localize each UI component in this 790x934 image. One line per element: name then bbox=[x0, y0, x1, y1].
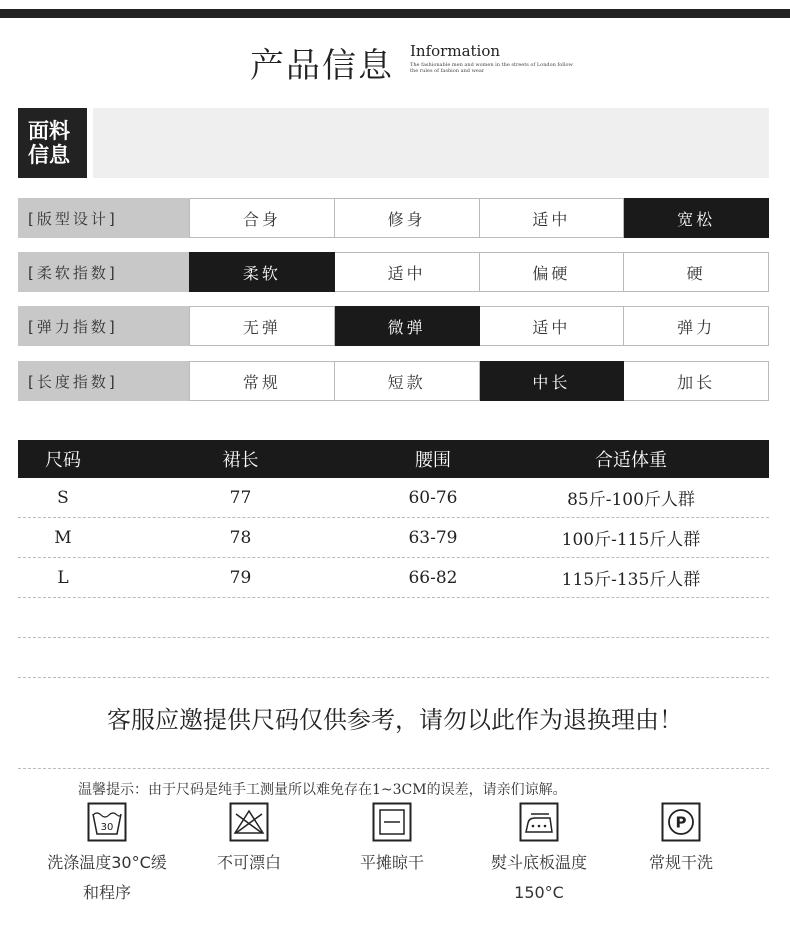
attribute-row bbox=[18, 306, 769, 346]
cell-waist: 60-76 bbox=[408, 487, 458, 508]
attribute-option: 适中 bbox=[335, 252, 480, 292]
dry-clean-p-icon bbox=[661, 802, 701, 842]
attribute-option: 无弹 bbox=[189, 306, 335, 346]
measure-tip: 温馨提示：由于尺码是纯手工测量所以难免存在1~3CM的误差，请亲们谅解。 bbox=[78, 782, 567, 798]
cell-waist: 66-82 bbox=[408, 567, 458, 588]
cell-size: S bbox=[57, 487, 69, 508]
attribute-option: 常规 bbox=[189, 361, 335, 401]
attribute-label: [柔软指数] bbox=[18, 252, 189, 292]
attribute-label: [版型设计] bbox=[18, 198, 189, 238]
attribute-option: 修身 bbox=[335, 198, 480, 238]
cell-length: 78 bbox=[229, 527, 252, 548]
attribute-option-selected: 微弹 bbox=[335, 306, 480, 346]
svg-text:30: 30 bbox=[100, 822, 114, 833]
attribute-option: 硬 bbox=[624, 252, 769, 292]
care-label-dryclean: 常规干洗 bbox=[648, 853, 713, 872]
attribute-option: 弹力 bbox=[624, 306, 769, 346]
no-bleach-icon bbox=[229, 802, 269, 842]
attribute-option: 偏硬 bbox=[480, 252, 625, 292]
care-item-bleach bbox=[179, 802, 319, 878]
size-table bbox=[18, 440, 769, 678]
cell-length: 79 bbox=[229, 567, 252, 588]
care-label-iron bbox=[469, 848, 609, 908]
attribute-row bbox=[18, 361, 769, 401]
header-weight: 合适体重 bbox=[595, 450, 667, 471]
cell-size: M bbox=[54, 527, 72, 548]
cell-weight: 115斤-135斤人群 bbox=[561, 570, 701, 590]
care-item-iron bbox=[469, 802, 609, 908]
attribute-row bbox=[18, 252, 769, 292]
care-label-iron-line2: 150°C bbox=[514, 883, 564, 902]
cell-length: 77 bbox=[229, 487, 252, 508]
size-table-header bbox=[18, 440, 769, 478]
attribute-option: 适中 bbox=[480, 198, 625, 238]
attribute-option: 短款 bbox=[335, 361, 480, 401]
wash-30-icon bbox=[87, 802, 127, 842]
fabric-label-line2: 信息 bbox=[28, 143, 70, 167]
svg-text:P: P bbox=[675, 813, 687, 832]
care-label-iron-line1: 熨斗底板温度 bbox=[490, 853, 587, 872]
attribute-option-selected: 宽松 bbox=[624, 198, 769, 238]
care-label-wash-line1: 洗涤温度30°C缓 bbox=[47, 853, 167, 872]
divider bbox=[18, 768, 769, 769]
table-row bbox=[18, 478, 769, 518]
attribute-label: [长度指数] bbox=[18, 361, 189, 401]
header-length: 裙长 bbox=[222, 450, 259, 471]
table-row-empty bbox=[18, 638, 769, 678]
attribute-option: 合身 bbox=[189, 198, 335, 238]
table-row bbox=[18, 518, 769, 558]
page-subtitle-en: The fashionable men and women in the streets of London follow the rules of fashion and wear bbox=[410, 62, 573, 74]
header-waist: 腰围 bbox=[415, 450, 451, 471]
care-item-dryclean bbox=[611, 802, 751, 878]
care-label-dry: 平摊晾干 bbox=[359, 853, 424, 872]
size-notice: 客服应邀提供尺码仅供参考，请勿以此作为退换理由！ bbox=[107, 706, 683, 734]
attribute-option: 加长 bbox=[624, 361, 769, 401]
page-title: 产品信息 bbox=[250, 46, 394, 86]
care-item-dry bbox=[322, 802, 462, 878]
iron-icon bbox=[519, 802, 559, 842]
care-label-wash bbox=[37, 848, 177, 908]
cell-weight: 100斤-115斤人群 bbox=[561, 530, 701, 550]
fabric-label-line1: 面料 bbox=[28, 119, 70, 143]
header-size: 尺码 bbox=[45, 450, 81, 471]
cell-weight: 85斤-100斤人群 bbox=[567, 490, 695, 510]
table-row bbox=[18, 558, 769, 598]
top-bar bbox=[0, 9, 790, 18]
fabric-label bbox=[18, 108, 87, 178]
cell-waist: 63-79 bbox=[408, 527, 458, 548]
page-title-en: Information bbox=[410, 42, 501, 60]
header bbox=[0, 38, 790, 86]
care-label-bleach: 不可漂白 bbox=[216, 853, 281, 872]
care-label-wash-line2: 和程序 bbox=[82, 883, 131, 902]
attribute-option-selected: 中长 bbox=[480, 361, 625, 401]
cell-size: L bbox=[57, 567, 69, 588]
flat-dry-icon bbox=[372, 802, 412, 842]
table-row-empty bbox=[18, 598, 769, 638]
attribute-option: 适中 bbox=[480, 306, 625, 346]
fabric-info-area bbox=[93, 108, 769, 178]
care-item-wash bbox=[37, 802, 177, 908]
attribute-row bbox=[18, 198, 769, 238]
attribute-label: [弹力指数] bbox=[18, 306, 189, 346]
attribute-option-selected: 柔软 bbox=[189, 252, 335, 292]
